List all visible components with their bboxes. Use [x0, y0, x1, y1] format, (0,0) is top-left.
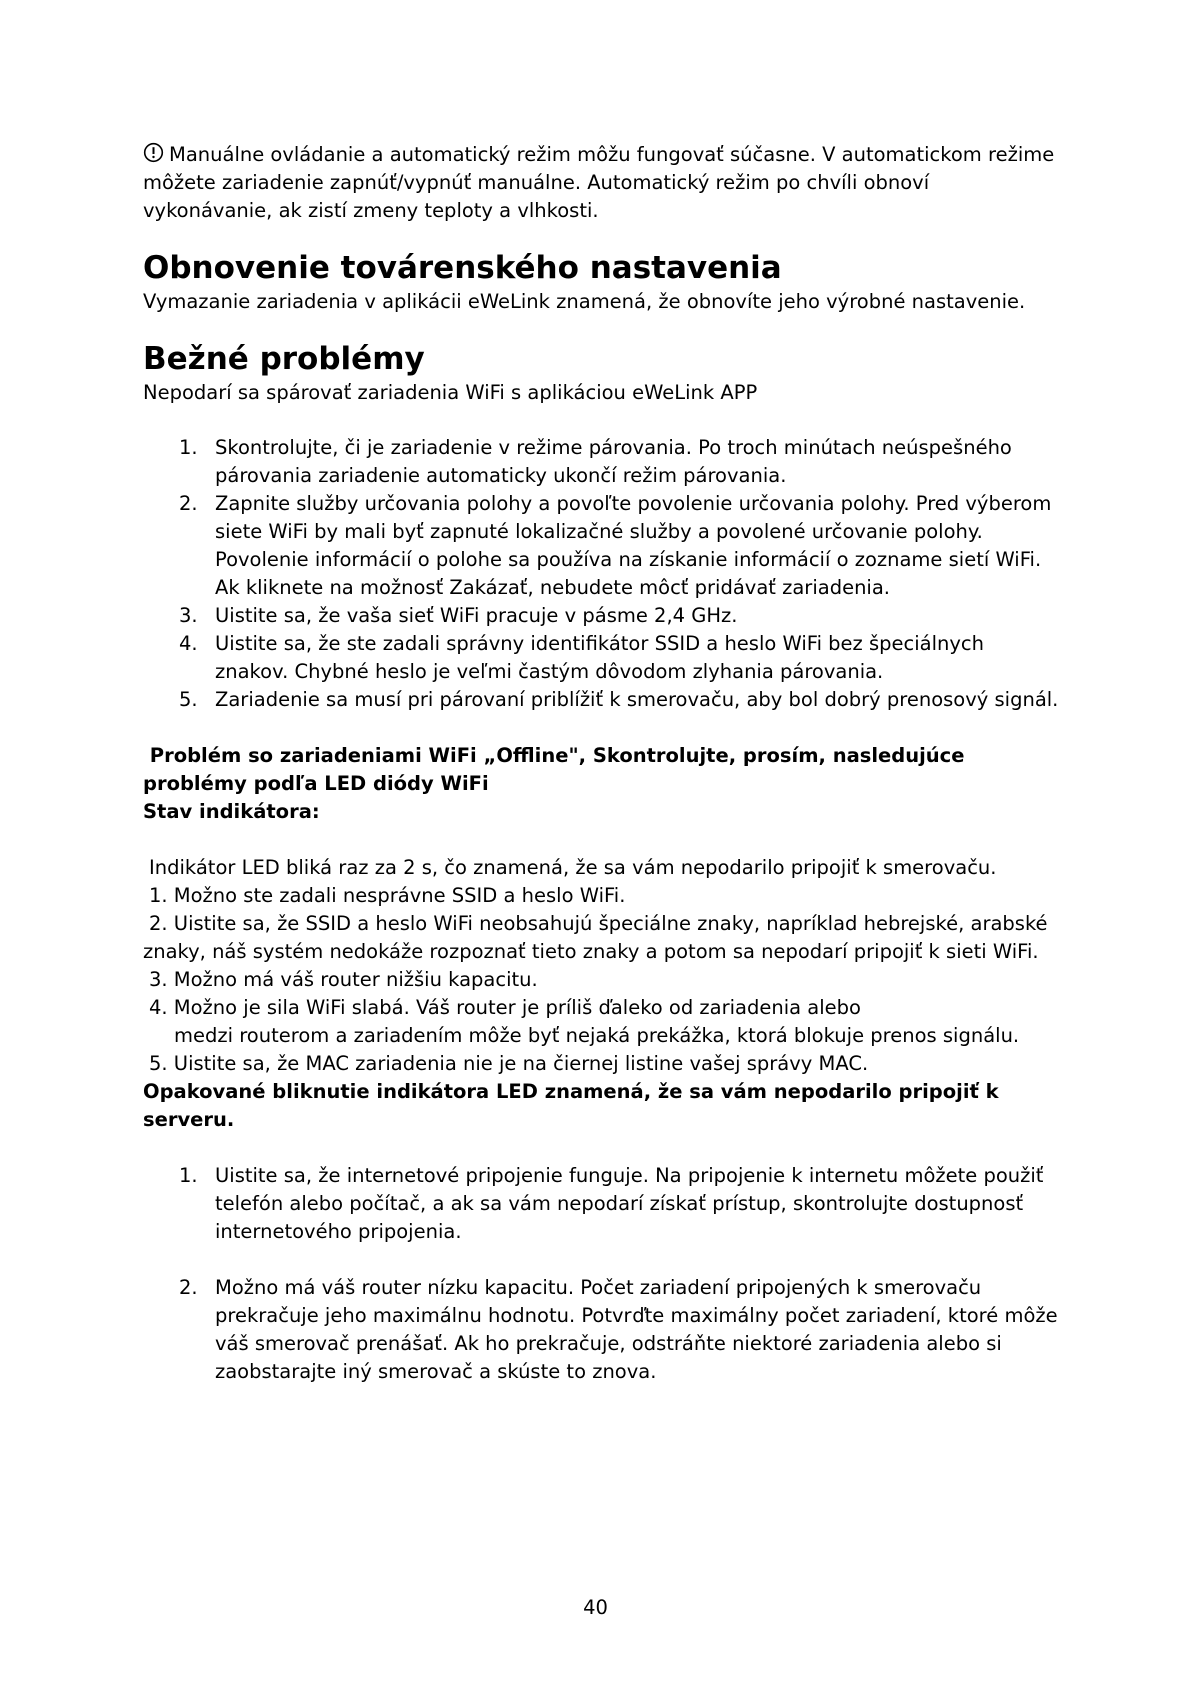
pairing-problem-subtitle: Nepodarí sa spárovať zariadenia WiFi s aplikáciou eWeLink APP	[143, 381, 758, 404]
list-item	[143, 490, 1063, 602]
offline-problem-title: Problém so zariadeniami WiFi „Offline", Skontrolujte, prosím, nasledujúce problémy podľa LED diódy WiFi	[143, 744, 972, 795]
warning-circle-icon	[143, 142, 164, 163]
led-item-4: 4. Možno je sila WiFi slabá. Váš router je príliš ďaleko od zariadenia alebo	[149, 996, 861, 1019]
page-content	[143, 141, 1063, 1386]
list-item	[143, 434, 1063, 490]
list-item	[143, 1162, 1063, 1246]
manual-auto-note	[143, 141, 1063, 225]
server-connection-title: Opakované bliknutie indikátora LED znamená, že sa vám nepodarilo pripojiť k serveru.	[143, 1080, 999, 1131]
list-item-number: 4.	[179, 632, 198, 655]
list-item-number: 5.	[179, 688, 198, 711]
list-item	[143, 1274, 1063, 1386]
list-item-text: Možno má váš router nízku kapacitu. Počet zariadení pripojených k smerovaču prekračuje jeho maximálnu hodnotu. Potvrďte maximálny počet zariadení, ktoré môže váš smerovač prenášať. Ak ho prekračuje, odstráňte niektoré zariadenia alebo si zaobstarajte iný smerovač a skúste to znova.	[215, 1276, 1058, 1383]
led-blink-section	[143, 854, 1063, 1078]
led-item-3: 3. Možno má váš router nižšiu kapacitu.	[149, 968, 538, 991]
list-item-number: 2.	[179, 1276, 198, 1299]
factory-reset-text: Vymazanie zariadenia v aplikácii eWeLink znamená, že obnovíte jeho výrobné nastavenie.	[143, 290, 1026, 313]
list-item-text: Zariadenie sa musí pri párovaní priblížiť k smerovaču, aby bol dobrý prenosový signál.	[215, 688, 1059, 711]
list-item-text: Uistite sa, že vaša sieť WiFi pracuje v pásme 2,4 GHz.	[215, 604, 738, 627]
list-item-text: Uistite sa, že ste zadali správny identifikátor SSID a heslo WiFi bez špeciálnych znakov. Chybné heslo je veľmi častým dôvodom zlyhania párovania.	[215, 632, 985, 683]
list-item-number: 3.	[179, 604, 198, 627]
list-item-text: Zapnite služby určovania polohy a povoľte povolenie určovania polohy. Pred výberom siete WiFi by mali byť zapnuté lokalizačné služby a povolené určovanie polohy. Povolenie informácií o polohe sa používa na získanie informácií o zozname sietí WiFi. Ak kliknete na možnosť Zakázať, nebudete môcť pridávať zariadenia.	[215, 492, 1052, 599]
pairing-checklist	[143, 434, 1063, 714]
led-item-2	[143, 910, 1063, 966]
indicator-status-label: Stav indikátora:	[143, 800, 320, 823]
page-number: 40	[583, 1596, 608, 1619]
led-item-2-text: 2. Uistite sa, že SSID a heslo WiFi neobsahujú špeciálne znaky, napríklad hebrejské, arabské znaky, náš systém nedokáže rozpoznať tieto znaky a potom sa nepodarí pripojiť k sieti WiFi.	[143, 912, 1048, 963]
list-item	[143, 630, 1063, 686]
led-item-1: 1. Možno ste zadali nesprávne SSID a heslo WiFi.	[149, 884, 626, 907]
led-blink-intro: Indikátor LED bliká raz za 2 s, čo znamená, že sa vám nepodarilo pripojiť k smerovaču.	[149, 856, 997, 879]
list-item-text: Uistite sa, že internetové pripojenie funguje. Na pripojenie k internetu môžete použiť telefón alebo počítač, a ak sa vám nepodarí získať prístup, skontrolujte dostupnosť internetového pripojenia.	[215, 1164, 1044, 1243]
list-item-number: 2.	[179, 492, 198, 515]
list-item-number: 1.	[179, 436, 198, 459]
list-item-number: 1.	[179, 1164, 198, 1187]
list-item-text: Skontrolujte, či je zariadenie v režime párovania. Po troch minútach neúspešného párovania zariadenie automaticky ukončí režim párovania.	[215, 436, 1012, 487]
common-problems-heading: Bežné problémy	[143, 341, 425, 377]
led-item-5: 5. Uistite sa, že MAC zariadenia nie je na čiernej listine vašej správy MAC.	[149, 1052, 869, 1075]
server-checklist	[143, 1162, 1063, 1386]
factory-reset-heading: Obnovenie továrenského nastavenia	[143, 250, 782, 286]
note-text: Manuálne ovládanie a automatický režim môžu fungovať súčasne. V automatickom režime môžete zariadenie zapnúť/vypnúť manuálne. Automatický režim po chvíli obnoví vykonávanie, ak zistí zmeny teploty a vlhkosti.	[143, 143, 1055, 222]
list-item	[143, 602, 1063, 630]
led-item-4-continuation: medzi routerom a zariadením môže byť nejaká prekážka, ktorá blokuje prenos signálu.	[174, 1024, 1020, 1047]
list-item	[143, 686, 1063, 714]
